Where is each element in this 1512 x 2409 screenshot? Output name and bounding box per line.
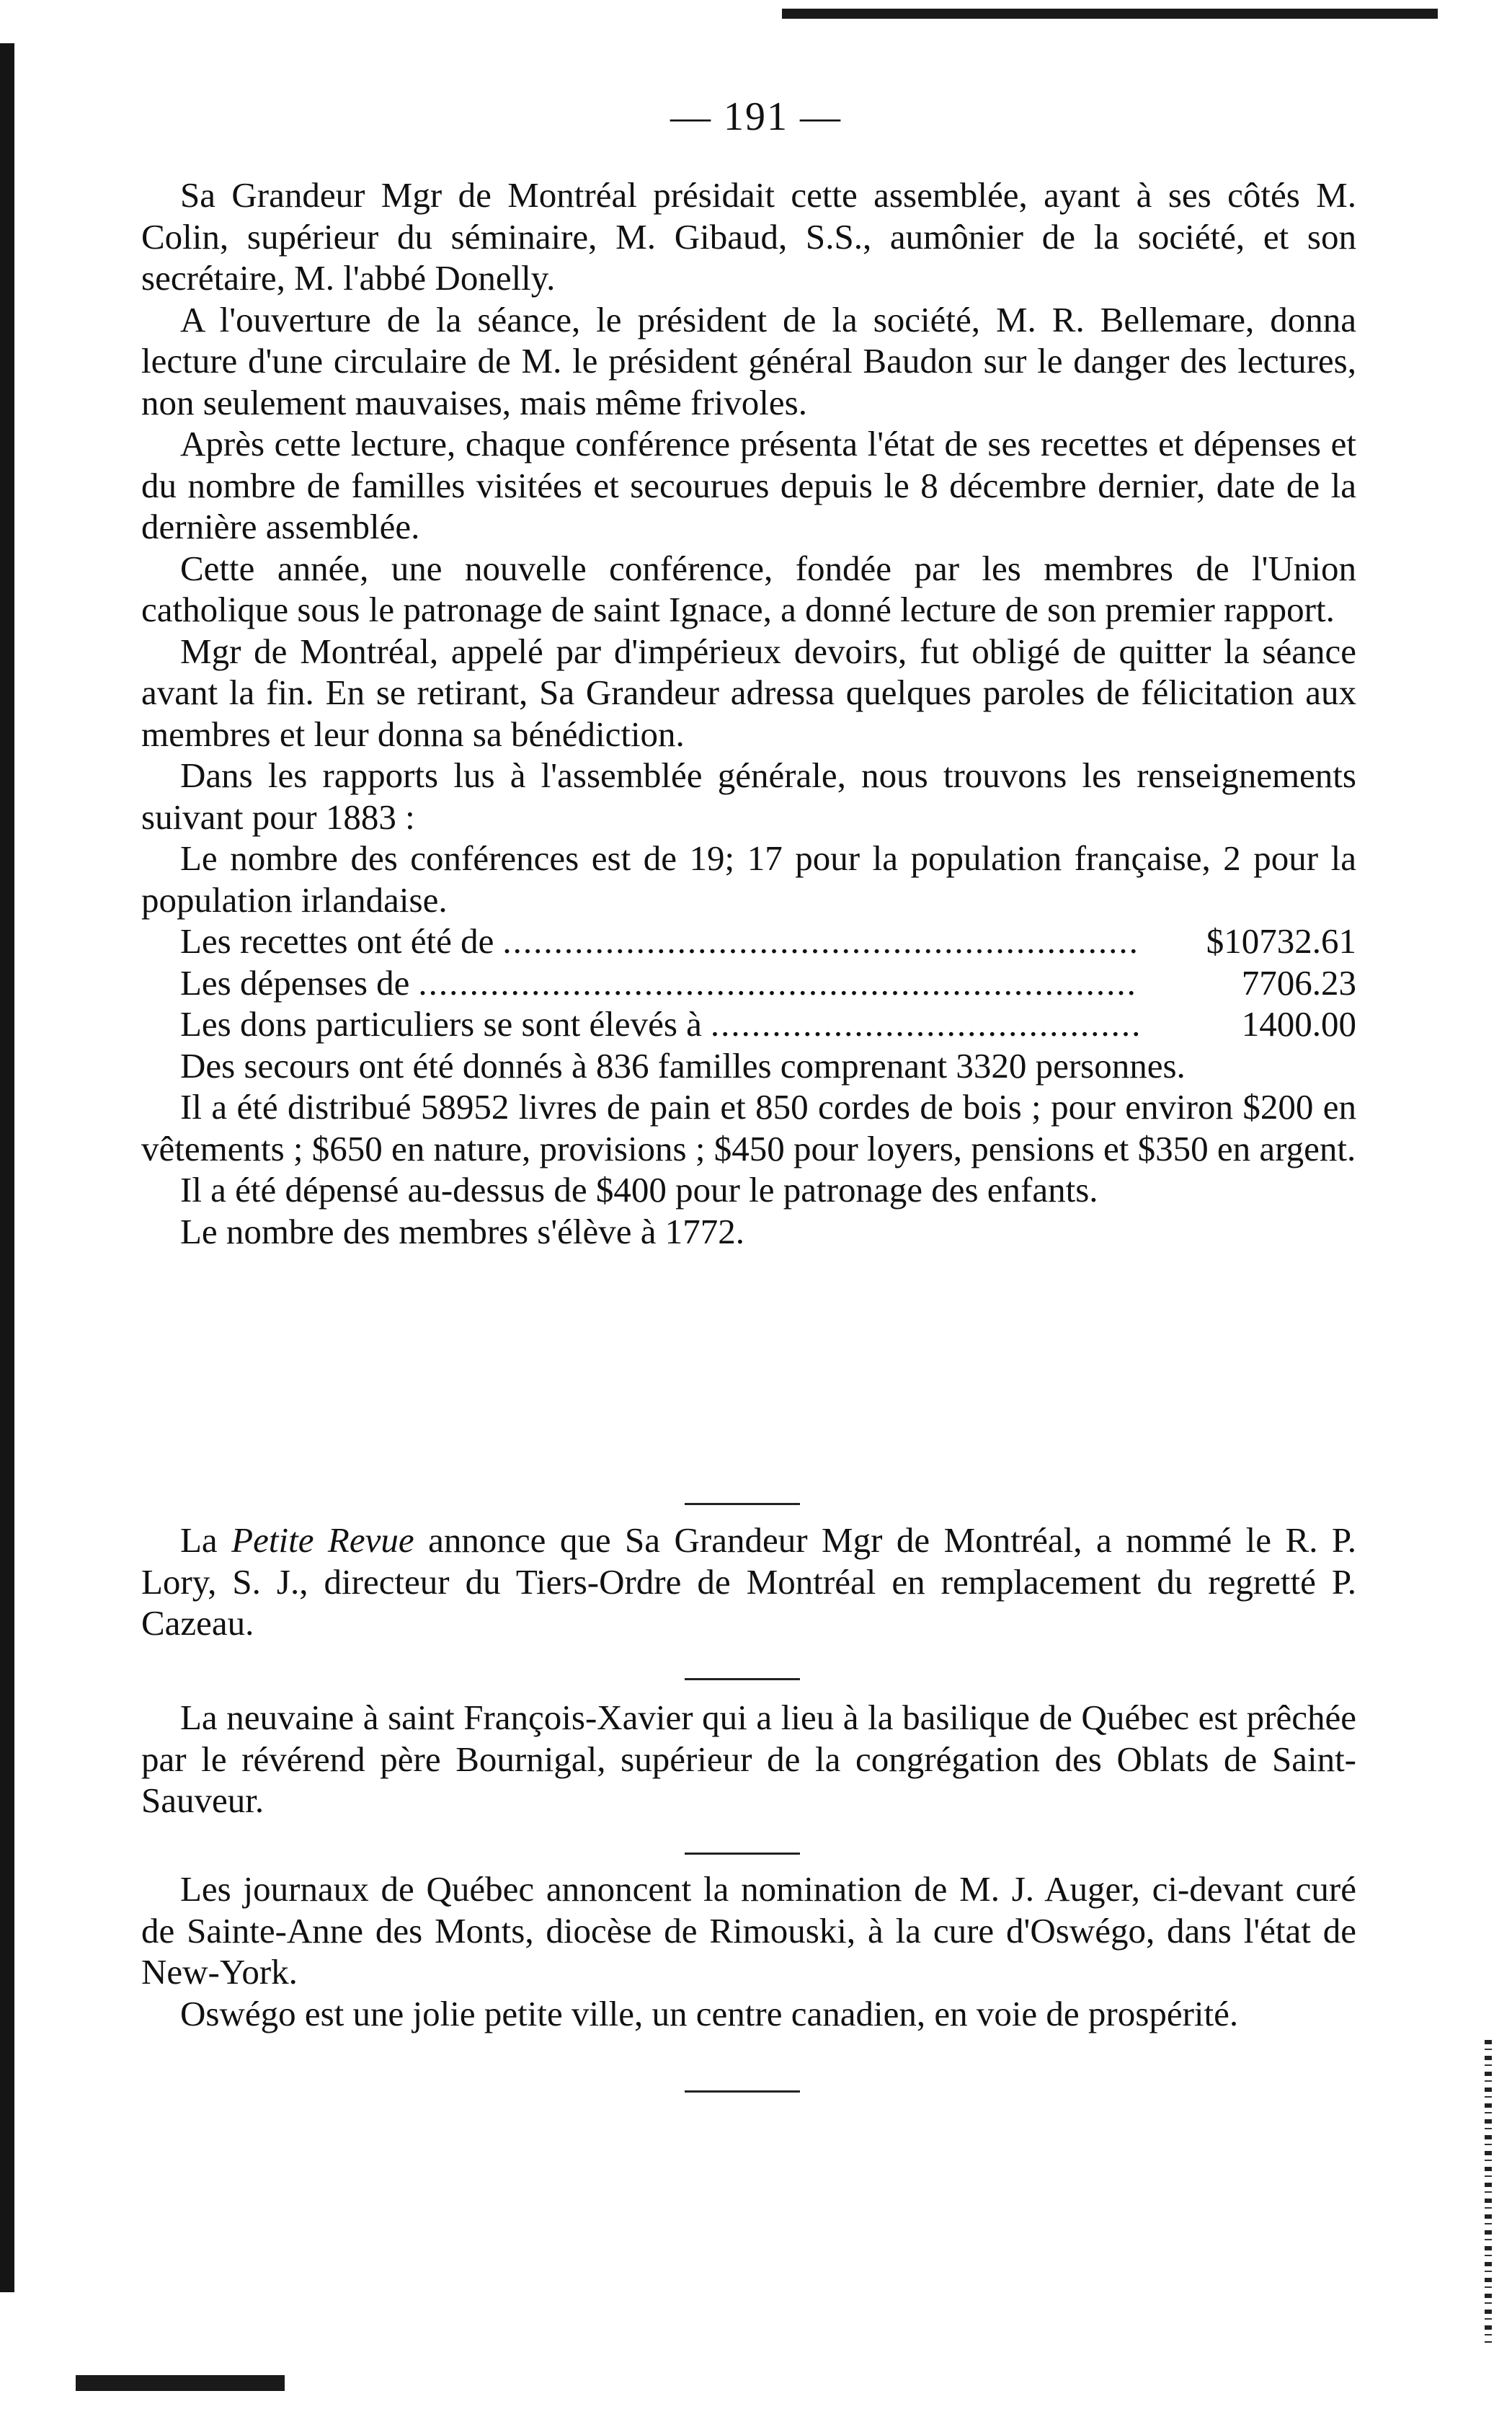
nomination-notice [141,1868,1356,2034]
amount-label: Les dépenses de [180,962,410,1003]
section-divider [685,1503,800,1505]
publication-title: Petite Revue [231,1520,414,1560]
amount-value: 1400.00 [1241,1004,1356,1044]
page-number: — 191 — [670,94,842,139]
scan-edge-bottom [76,2375,285,2391]
paragraph: Les journaux de Québec annoncent la nomination de M. J. Auger, ci-devant curé de Sainte-Anne des Monts, diocèse de Rimouski, à la cure d'Oswégo, dans l'état de New-York. [141,1869,1356,1992]
section-divider [685,1853,800,1855]
amount-label: Les dons particuliers se sont élevés à [180,1004,702,1044]
amount-value: 7706.23 [1241,962,1356,1003]
paragraph: Dans les rapports lus à l'assemblée générale, nous trouvons les renseignements suivant pour 1883 : [141,755,1356,837]
petite-revue-notice [141,1520,1356,1644]
scan-edge-top [782,9,1438,19]
amount-row-receipts [141,920,1356,962]
paragraph: Après cette lecture, chaque conférence présenta l'état de ses recettes et dépenses et du nombre de familles visitées et secourues depuis le 8 décembre dernier, date de la dernière assemblée. [141,424,1356,546]
amount-row-expenses [141,962,1356,1004]
scan-edge-left [0,43,14,2292]
amount-value: $10732.61 [1206,921,1356,961]
paragraph: Le nombre des conférences est de 19; 17 pour la population française, 2 pour la population irlandaise. [141,838,1356,920]
paragraph: La neuvaine à saint François-Xavier qui a lieu à la basilique de Québec est prêchée par le révérend père Bournigal, supérieur de la congrégation des Oblats de Saint-Sauveur. [141,1698,1356,1820]
paragraph: A l'ouverture de la séance, le président de la société, M. R. Bellemare, donna lecture d'une circulaire de M. le président général Baudon sur le danger des lectures, non seulement mauvaises, mais même frivoles. [141,299,1356,422]
paragraph: Sa Grandeur Mgr de Montréal présidait cette assemblée, ayant à ses côtés M. Colin, supérieur du séminaire, M. Gibaud, S.S., aumônier de la société, et son secrétaire, M. l'abbé Donelly. [141,175,1356,298]
paragraph: Oswégo est une jolie petite ville, un centre canadien, en voie de prospérité. [180,1993,1239,2033]
amount-label: Les recettes ont été de [180,921,494,961]
neuvaine-notice [141,1697,1356,1822]
paragraph: Il a été dépensé au-dessus de $400 pour le patronage des enfants. [180,1170,1098,1210]
paragraph: Mgr de Montréal, appelé par d'impérieux devoirs, fut obligé de quitter la séance avant la fin. En se retirant, Sa Grandeur adressa quelques paroles de félicitation aux membres et leur donna sa bénédiction. [141,631,1356,754]
leader-dots [711,1003,1139,1045]
paragraph: Cette année, une nouvelle conférence, fondée par les membres de l'Union catholique sous le patronage de saint Ignace, a donné lecture de son premier rapport. [141,548,1356,629]
scan-edge-right [1485,2040,1492,2343]
paragraph: Il a été distribué 58952 livres de pain et 850 cordes de bois ; pour environ $200 en vêtements ; $650 en nature, provisions ; $450 pour loyers, pensions et $350 en argent. [141,1087,1356,1168]
paragraph [141,1520,1356,1644]
society-assembly-article [141,174,1356,1252]
section-divider [685,1678,800,1680]
section-divider [685,2090,800,2093]
amount-row-donations [141,1003,1356,1045]
paragraph: Des secours ont été donnés à 836 familles comprenant 3320 personnes. [180,1045,1186,1086]
text-run: La [180,1520,232,1560]
text-run: annonce que Sa Grandeur Mgr de Montréal, a nommé le R. P. Lory, S. J., directeur du Tiers-Ordre de Montréal en remplacement du regretté P. Cazeau. [141,1520,1356,1643]
paragraph: Le nombre des membres s'élève à 1772. [180,1211,745,1251]
leader-dots [502,920,1139,962]
leader-dots [418,962,1139,1004]
